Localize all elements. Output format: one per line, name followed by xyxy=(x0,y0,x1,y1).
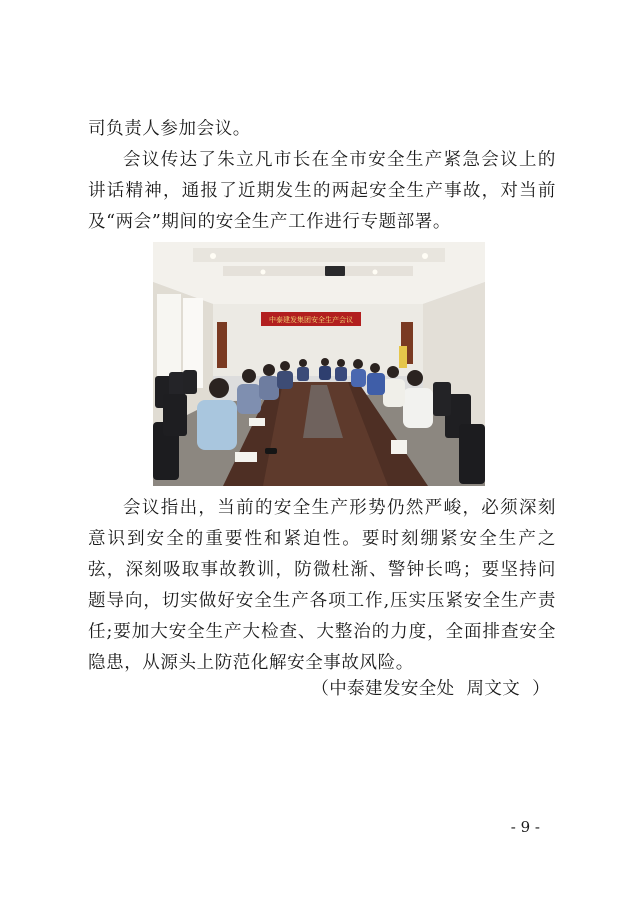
author-signature: （中泰建发安全处 周文文 ） xyxy=(311,679,550,699)
document-paper xyxy=(391,440,407,454)
ceiling-light xyxy=(422,253,428,259)
attendee-head xyxy=(353,359,363,369)
ceiling-panel xyxy=(223,266,413,276)
attendee-body xyxy=(197,400,237,450)
attendee-head xyxy=(370,363,380,373)
attendee-body xyxy=(297,367,309,381)
meeting-photo xyxy=(153,242,485,486)
attendee-head xyxy=(387,366,399,378)
ceiling-panel xyxy=(193,248,445,262)
chair xyxy=(163,394,187,436)
attendee-head xyxy=(337,359,345,367)
attendee-body xyxy=(237,384,261,414)
attendee-head xyxy=(407,370,423,386)
meeting-banner-text: 中泰建发集团安全生产会议 xyxy=(269,316,353,324)
chair xyxy=(459,424,485,484)
attendee-head xyxy=(263,364,275,376)
attendee-body xyxy=(319,366,331,380)
chair xyxy=(433,382,451,416)
attendee-head xyxy=(299,359,307,367)
attendee-body xyxy=(351,369,366,387)
attendee-body xyxy=(383,379,405,407)
ceiling-light xyxy=(373,270,378,275)
paragraph-meeting-content: 会议传达了朱立凡市长在全市安全生产紧急会议上的讲话精神，通报了近期发生的两起安全生产事故，对当前及“两会”期间的安全生产工作进行专题部署。 xyxy=(88,150,556,232)
phone xyxy=(265,448,277,454)
attendee-body xyxy=(259,376,279,400)
attendee-body xyxy=(403,388,433,428)
attendee-body xyxy=(277,371,293,389)
paragraph-meeting-conclusion: 会议指出，当前的安全生产形势仍然严峻，必须深刻意识到安全的重要性和紧迫性。要时刻绷紧安全生产之弦，深刻吸取事故教训，防微杜渐、警钟长鸣；要坚持问题导向，切实做好安全生产各项工作,压实压紧安全生产责任;要加大安全生产大检查、大整治的力度，全面排查安全隐患，从源头上防范化解安全事故风险。 xyxy=(88,498,556,673)
projector xyxy=(325,266,345,276)
page-number: - 9 - xyxy=(510,818,540,836)
ceiling-light xyxy=(261,270,266,275)
meeting-room-illustration xyxy=(153,242,485,486)
attendee-body xyxy=(367,373,385,395)
door xyxy=(217,322,227,368)
paragraph-continuation: 司负责人参加会议。 xyxy=(88,119,251,139)
attendee-head xyxy=(280,361,290,371)
attendee-head xyxy=(209,378,229,398)
document-paper xyxy=(249,418,265,426)
standing-attendee xyxy=(399,346,407,368)
attendee-body xyxy=(335,367,347,381)
attendee-head xyxy=(242,369,256,383)
chair xyxy=(183,370,197,394)
attendee-head xyxy=(321,358,329,366)
ceiling-light xyxy=(210,253,216,259)
document-paper xyxy=(235,452,257,462)
